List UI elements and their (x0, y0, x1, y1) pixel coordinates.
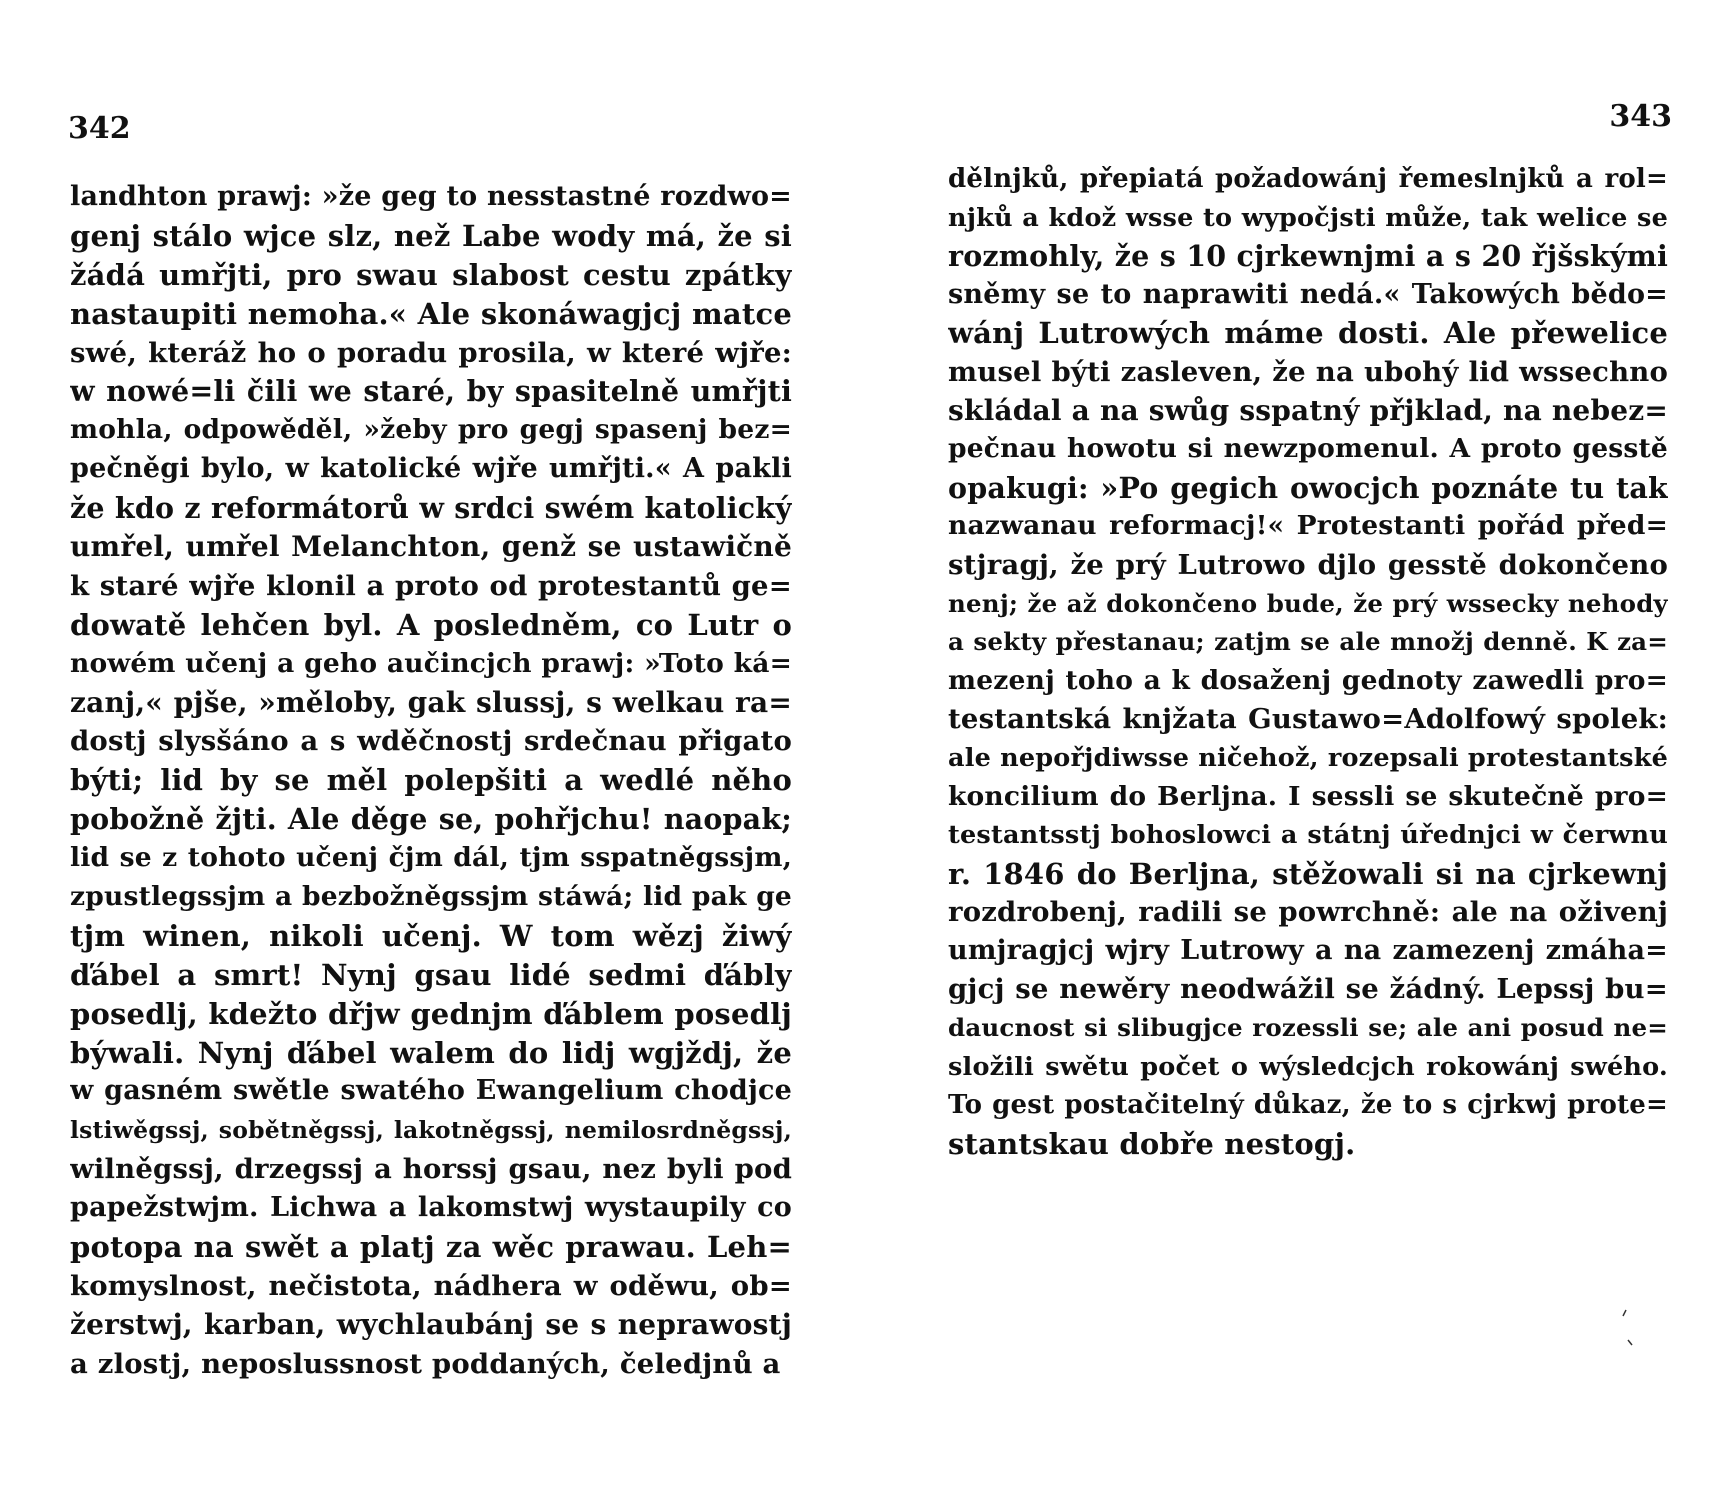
text-line: To gest postačitelný důkaz, že to s cjrkwj prote= (948, 1090, 1668, 1121)
text-line: lstiwěgssj, sobětněgssj, lakotněgssj, nemilosrdněgssj, (70, 1116, 792, 1145)
right-page (868, 0, 1736, 1500)
text-line: testantsstj bohoslowci a státnj úřednjci w čerwnu (948, 820, 1668, 851)
scan-speck (1623, 1310, 1626, 1316)
text-line: stjragj, že prý Lutrowo djlo gesstě dokončeno (948, 548, 1668, 581)
text-line: k staré wjře klonil a proto od protestantů ge= (70, 569, 792, 602)
text-line: nastaupiti nemoha.« Ale skonáwagjcj matce (70, 296, 792, 331)
text-line: gjcj se newěry neodwážil se žádný. Lepssj bu= (948, 973, 1668, 1006)
text-line: umjragjcj wjry Lutrowy a na zamezenj zmáha= (948, 934, 1668, 966)
text-line: žerstwj, karban, wychlaubánj se s neprawostj (70, 1307, 792, 1341)
text-line: nenj; že až dokončeno bude, že prý wssecky nehody (948, 588, 1668, 618)
text-line: býwali. Nynj ďábel walem do lidj wgjždj, že (70, 1035, 792, 1070)
text-line: sněmy se to naprawiti nedá.« Takowých bědo= (948, 278, 1668, 310)
text-line: rozdrobenj, radili se powrchně: ale na oživenj (948, 896, 1668, 929)
text-line: mezenj toho a k dosaženj gednoty zawedli pro= (948, 664, 1668, 696)
text-line: dowatě lehčen byl. A posledněm, co Lutr o (70, 607, 792, 642)
text-line: žádá umřjti, pro swau slabost cestu zpátky (70, 257, 792, 292)
text-line: w gasném swětle swatého Ewangelium chodjce (70, 1075, 792, 1107)
text-line: posedlj, kdežto dřjw gednjm ďáblem posedlj (70, 996, 792, 1031)
text-line: komyslnost, nečistota, nádhera w oděwu, ob= (70, 1269, 792, 1302)
text-line: dělnjků, přepiatá požadowánj řemeslnjků a rol= (948, 164, 1668, 194)
text-line: nowém učenj a geho aučincjch prawj: »Toto ká= (70, 647, 792, 679)
text-line: swé, kteráž ho o poradu prosila, w které wjře: (70, 336, 792, 369)
right-page-text (948, 160, 1668, 1163)
text-line: musel býti zasleven, že na ubohý lid wssechno (948, 355, 1668, 388)
text-line: nazwanau reformacj!« Protestanti pořád před= (948, 510, 1668, 542)
text-line: tjm winen, nikoli učenj. W tom wězj žiwý (70, 918, 792, 953)
text-line: zanj,« pjše, »měloby, gak slussj, s welkau ra= (70, 685, 792, 719)
text-line: zpustlegssjm a bezbožněgssjm stáwá; lid pak ge (70, 881, 792, 913)
text-line: skládal a na swůg sspatný přjklad, na nebez= (948, 393, 1668, 427)
text-line: a sekty přestanau; zatjm se ale množj denně. K za= (948, 627, 1668, 657)
scan-speck (1628, 1340, 1632, 1345)
text-line: a zlostj, neposlussnost poddaných, čeledjnů a (70, 1347, 781, 1380)
text-line: býti; lid by se měl polepšiti a wedlé něho (70, 763, 792, 798)
text-line: lid se z tohoto učenj čjm dál, tjm sspatněgssjm, (70, 842, 792, 874)
text-line: landhton prawj: »že geg to nesstastné rozdwo= (70, 181, 792, 212)
page-number-right: 343 (1609, 99, 1672, 134)
text-line: ale nepořjdiwsse ničehož, rozepsali protestantské (948, 742, 1668, 773)
text-line: njků a kdož wsse to wypočjsti může, tak welice se (948, 202, 1668, 233)
text-line: r. 1846 do Berljna, stěžowali si na cjrkewnj (948, 856, 1668, 891)
page-number-left: 342 (68, 111, 131, 146)
text-line: papežstwjm. Lichwa a lakomstwj wystaupily co (70, 1192, 792, 1224)
text-line: w nowé=li čili we staré, by spasitelně umřjti (70, 374, 792, 409)
text-line: wilněgssj, drzegssj a horssj gsau, nez byli pod (70, 1153, 792, 1186)
scan-specks (1620, 1300, 1640, 1350)
text-line: složili swětu počet o wýsledcjch rokowánj swého. (948, 1051, 1668, 1082)
text-line: opakugi: »Po gegich owocjch poznáte tu tak (948, 470, 1668, 505)
text-line: dostj slysšáno a s wděčnostj srdečnau přigato (70, 725, 792, 758)
text-line: pečnau howotu si newzpomenul. A proto gesstě (948, 433, 1668, 465)
text-line: mohla, odpowěděl, »žeby pro gegj spasenj bez= (70, 414, 792, 446)
text-line: umřel, umřel Melanchton, genž se ustawičně (70, 530, 792, 564)
text-line: pečněgi bylo, w katolické wjře umřjti.« A pakli (70, 453, 792, 485)
text-line: stantskau dobře nestogj. (948, 1126, 1356, 1161)
text-line: wánj Lutrowých máme dosti. Ale přewelice (948, 316, 1668, 351)
text-line: genj stálo wjce slz, než Labe wody má, že si (70, 218, 792, 253)
text-line: pobožně žjti. Ale děge se, pohřjchu! naopak; (70, 802, 792, 837)
text-line: testantská knjžata Gustawo=Adolfowý spolek: (948, 703, 1668, 736)
text-line: že kdo z reformátorů w srdci swém katolický (70, 491, 792, 526)
text-line: koncilium do Berljna. I sessli se skutečně pro= (948, 780, 1668, 812)
left-page-text (70, 178, 792, 1384)
text-line: ďábel a smrt! Nynj gsau lidé sedmi ďábly (70, 957, 792, 992)
text-line: daucnost si slibugjce rozessli se; ale ani posud ne= (948, 1013, 1668, 1043)
text-line: potopa na swět a platj za wěc prawau. Leh= (70, 1230, 792, 1265)
text-line: rozmohly, že s 10 cjrkewnjmi a s 20 řjšskými (948, 239, 1668, 274)
